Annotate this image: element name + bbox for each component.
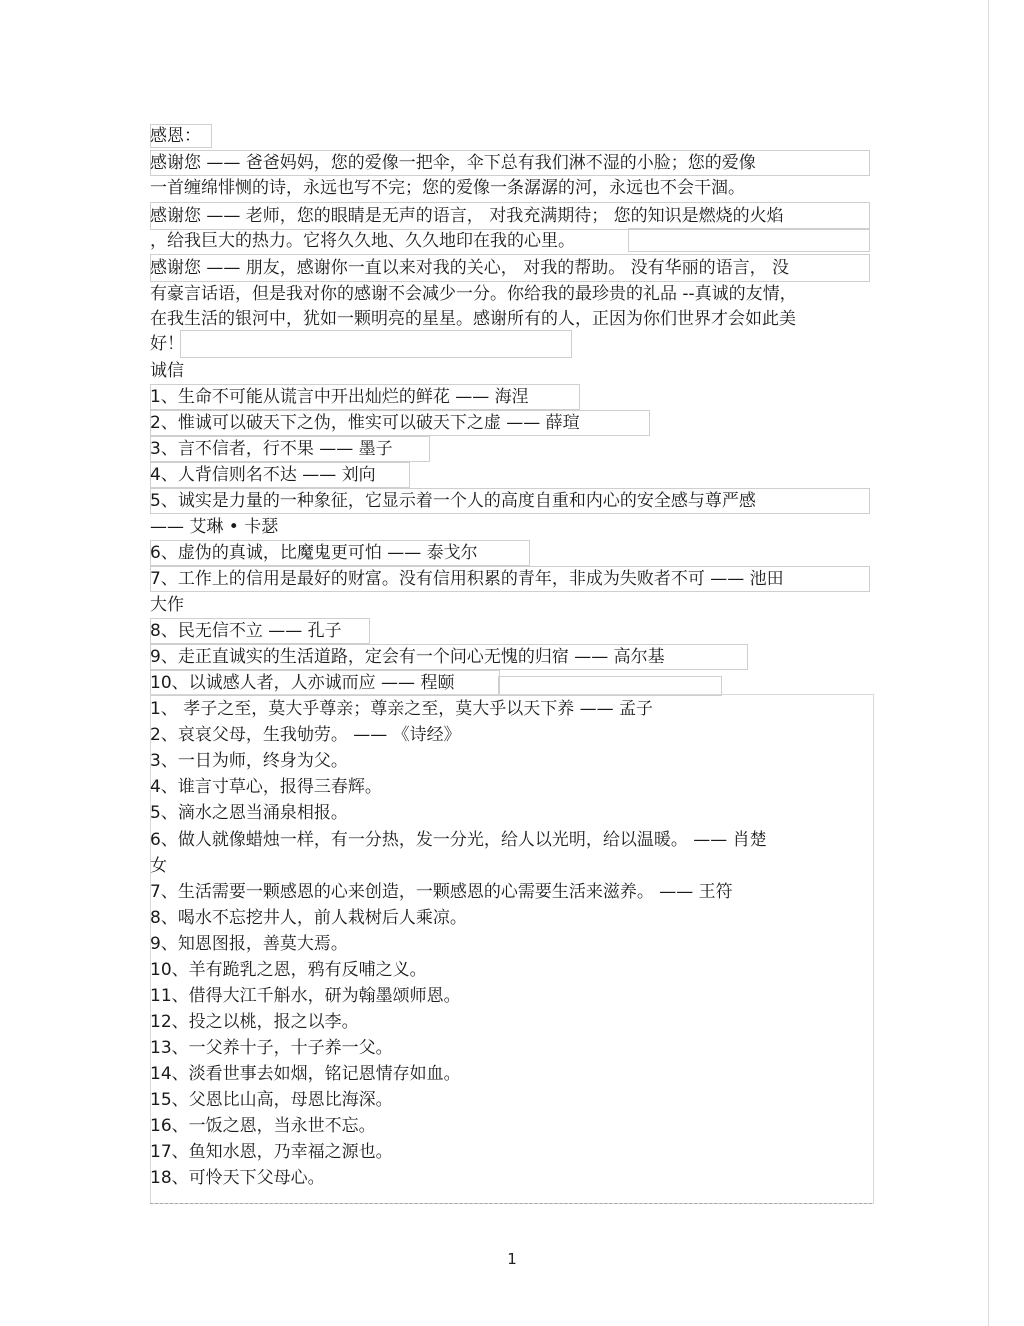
gratitude-quote: 7、生活需要一颗感恩的心来创造，一颗感恩的心需要生活来滋养。 —— 王符 <box>150 882 733 902</box>
thanks-line: 感谢您 —— 爸爸妈妈，您的爱像一把伞，伞下总有我们淋不湿的小脸；您的爱像 <box>150 153 756 173</box>
page-edge-line <box>988 0 989 1326</box>
integrity-quote: 10、以诚感人者，人亦诚而应 —— 程颐 <box>150 673 455 693</box>
thanks-line: 感谢您 —— 朋友，感谢你一直以来对我的关心， 对我的帮助。 没有华丽的语言， 没 <box>150 258 790 278</box>
gratitude-quote: 12、投之以桃，报之以李。 <box>150 1012 359 1032</box>
integrity-quote: 1、生命不可能从谎言中开出灿烂的鲜花 —— 海涅 <box>150 387 529 407</box>
integrity-quote: 4、人背信则名不达 —— 刘向 <box>150 465 376 485</box>
integrity-quote: 9、走正直诚实的生活道路，定会有一个问心无愧的归宿 —— 高尔基 <box>150 647 665 667</box>
integrity-quote: 6、虚伪的真诚，比魔鬼更可怕 —— 泰戈尔 <box>150 543 478 563</box>
gratitude-quote: 15、父恩比山高，母恩比海深。 <box>150 1090 393 1110</box>
gratitude-quote: 3、一日为师，终身为父。 <box>150 751 348 771</box>
gratitude-quote: 14、淡看世事去如烟，铭记恩情存如血。 <box>150 1064 461 1084</box>
gratitude-quote: 18、可怜天下父母心。 <box>150 1168 325 1188</box>
thanks-line: 好！ <box>150 334 184 354</box>
gratitude-quote: 2、哀哀父母，生我劬劳。 —— 《诗经》 <box>150 725 461 745</box>
thanks-line: 一首缠绵悱恻的诗，永远也写不完；您的爱像一条潺潺的河，永远也不会干涸。 <box>150 178 745 198</box>
thanks-heading: 感恩： <box>150 126 201 146</box>
frame-box <box>498 676 722 696</box>
integrity-quote: 8、民无信不立 —— 孔子 <box>150 621 342 641</box>
gratitude-quote: 4、谁言寸草心，报得三春辉。 <box>150 777 382 797</box>
frame-box <box>180 330 572 358</box>
integrity-quote: 7、工作上的信用是最好的财富。没有信用积累的青年，非成为失败者不可 —— 池田 <box>150 569 784 589</box>
gratitude-quote: 16、一饭之恩，当永世不忘。 <box>150 1116 376 1136</box>
gratitude-quote: 11、借得大江千斛水，研为翰墨颂师恩。 <box>150 986 461 1006</box>
gratitude-quote: 9、知恩图报，善莫大焉。 <box>150 934 348 954</box>
integrity-quote: —— 艾琳 • 卡瑟 <box>150 517 279 537</box>
integrity-heading: 诚信 <box>150 361 184 381</box>
thanks-line: 在我生活的银河中，犹如一颗明亮的星星。感谢所有的人，正因为你们世界才会如此美 <box>150 309 796 329</box>
gratitude-quote: 10、羊有跪乳之恩，鸦有反哺之义。 <box>150 960 427 980</box>
gratitude-quote: 1、 孝子之至，莫大乎尊亲；尊亲之至，莫大乎以天下养 —— 孟子 <box>150 699 654 719</box>
gratitude-quote: 女 <box>150 856 167 876</box>
gratitude-quote: 17、鱼知水恩，乃幸福之源也。 <box>150 1142 393 1162</box>
gratitude-quote: 6、做人就像蜡烛一样，有一分热，发一分光，给人以光明，给以温暖。 —— 肖楚 <box>150 830 767 850</box>
gratitude-quote: 5、滴水之恩当涌泉相报。 <box>150 803 348 823</box>
thanks-line: ，给我巨大的热力。它将久久地、久久地印在我的心里。 <box>150 231 575 251</box>
integrity-quote: 5、诚实是力量的一种象征，它显示着一个人的高度自重和内心的安全感与尊严感 <box>150 491 756 511</box>
gratitude-quote: 13、一父养十子，十子养一父。 <box>150 1038 393 1058</box>
gratitude-quote: 8、喝水不忘挖井人，前人栽树后人乘凉。 <box>150 908 467 928</box>
dashed-divider <box>150 1203 872 1204</box>
frame-box <box>628 228 870 252</box>
thanks-line: 有豪言话语，但是我对你的感谢不会减少一分。你给我的最珍贵的礼品 --真诚的友情， <box>150 284 797 304</box>
integrity-quote: 2、惟诚可以破天下之伪，惟实可以破天下之虚 —— 薛瑄 <box>150 413 580 433</box>
integrity-quote: 3、言不信者，行不果 —— 墨子 <box>150 439 393 459</box>
page-number: 1 <box>507 1250 517 1268</box>
thanks-line: 感谢您 —— 老师，您的眼睛是无声的语言， 对我充满期待； 您的知识是燃烧的火焰 <box>150 206 784 226</box>
integrity-quote: 大作 <box>150 595 184 615</box>
